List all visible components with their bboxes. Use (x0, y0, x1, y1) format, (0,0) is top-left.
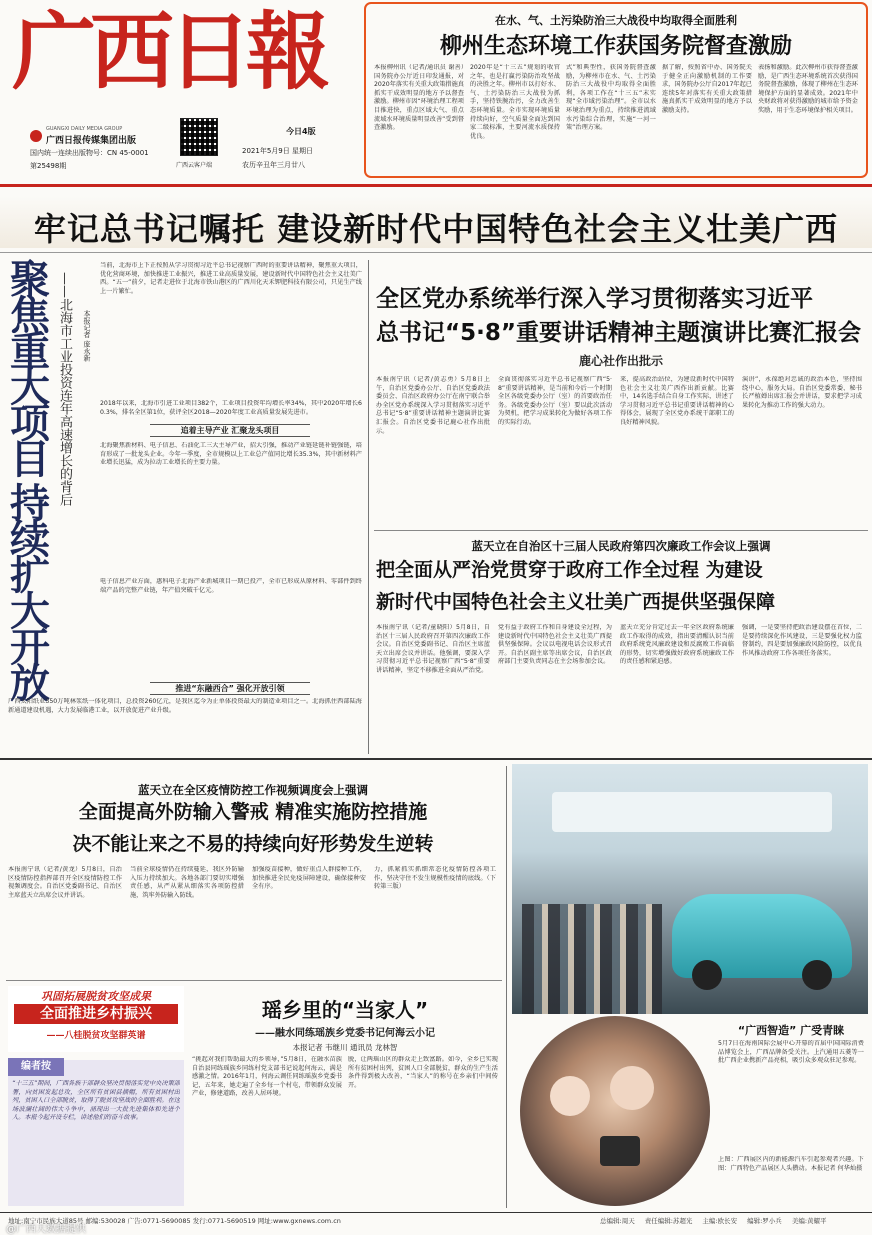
lunar-date: 农历辛丑年三月廿八 (242, 161, 305, 169)
left-feature-p1: 当前，北海市上下正按照从学习贯彻习近平总书记视察广西时的重要讲话精神，聚焦重大项目，优化营商环境，加快推进工业振兴，推进工业高质量发展，建设新时代中国特色社会主义壮美广西。“五一”前夕，记者走进位于北海市铁山港区的广西川化天禾钾肥科技有限公司，只见生产线上一片繁忙。 (100, 262, 362, 295)
banner-title: 牢记总书记嘱托 建设新时代中国特色社会主义壮美广西 (33, 210, 839, 248)
top-story-title: 柳州生态环境工作获国务院督查激励 (439, 34, 792, 59)
left-feature-subhead-2: 推进“东融西合” 强化开放引领 (150, 682, 310, 695)
expo-banner-shape (552, 792, 832, 832)
main-story-col-3: 来，提高政治站位，为建设新时代中国特色社会主义壮美广西作出新贡献。比赛中，14名选手结合自身工作实际，讲述了学习贯彻习近平总书记重要讲话精神的心得体会，展现了全区党办系统干部职工的良好精神风貌。 (620, 376, 734, 426)
photo-box-title: “广西智造” 广受青睐 (737, 1024, 845, 1037)
watermark: @广西大数据提供 (6, 1224, 86, 1235)
third-story-col-1: 本报南宁讯（记者/黄龙）5月8日，自治区疫情防控指挥部召开全区疫情防控工作视频调度会。自治区党委副书记、自治区主席蓝天立出席会议并讲话。 (8, 866, 122, 899)
publisher-en: GUANGXI DAILY MEDIA GROUP (46, 126, 123, 132)
footer-credit-3: 主编:欧长安 (702, 1217, 738, 1225)
masthead-rule (0, 184, 872, 187)
story-rule-1 (374, 530, 868, 531)
photo-caption-2: 上图：广西展区内的新能源汽车引起参观者兴趣。下图：广西特色产品展区人头攒动。本报记者 何华灿摄 (718, 1156, 864, 1172)
right-column-divider (506, 766, 507, 1208)
third-story-kicker: 蓝天立在全区疫情防控工作视频调度会上强调 (138, 783, 368, 797)
main-story-title-1: 全区党办系统举行深入学习贯彻落实习近平 (376, 286, 813, 312)
expo-photo-top (512, 764, 868, 1014)
top-story-col-3: 式”和典型性，获国务院督查激励，为柳州市在水、气、土污染防治三大战役中均取得全面胜利，各项工作在“十三五”末实现“全市域污染治理”。全市以水环境治理为重点，持续推进流域水污染综合治理，实施“一河一策”治理方案。 (566, 64, 656, 132)
footer-credit-1: 总编辑:周天 (600, 1217, 635, 1225)
promo-line-2: 全面推进乡村振兴 (14, 1004, 178, 1024)
photo-caption-1: 5月7日在海南国际会展中心开幕的首届中国国际消费品博览会上，广西品牌备受关注。上汽通用五菱等一批广西企业携新产品亮相，吸引众多观众驻足参观。 (718, 1040, 864, 1065)
promo-line-1: 巩固拓展脱贫攻坚成果 (41, 990, 151, 1003)
issue-number: 第25498期 (30, 162, 67, 170)
top-story-col-4: 据了解，按照省中办、国务院关于健全正向激励机制的工作要求，国务院办公厅自2017年起已连续5年对落实有关重大政策措施真抓实干成效明显的地方予以激励支持。 (662, 64, 752, 114)
third-story-col-3: 加强疫苗接种，做好重点人群接种工作，加快推进全民免疫屏障建设，确保接种安全有序。 (252, 866, 366, 891)
editor-note-label: 编者按 (8, 1058, 64, 1076)
left-feature-byline: 本报记者 庞永新 (83, 310, 91, 362)
yao-story-subtitle: ——融水同练瑶族乡党委书记何海云小记 (255, 1028, 435, 1039)
banner-rule (0, 252, 872, 253)
top-story-box (364, 2, 868, 178)
expo-crowd-shape (522, 904, 662, 1014)
qr-code (180, 118, 218, 156)
footer-address: 地址:南宁市民族大道85号 邮编:530028 广告:0771-5690085 发行:0771-5690519 网址:www.gxnews.com.cn (8, 1217, 341, 1225)
visitor-face-1 (550, 1076, 590, 1116)
publisher-logo-icon (30, 130, 42, 142)
second-story-title-1: 把全面从严治党贯穿于政府工作全过程 为建设 (376, 559, 763, 581)
qr-caption: 广西云客户端 (176, 162, 213, 169)
second-story-kicker: 蓝天立在自治区十三届人民政府第四次廉政工作会议上强调 (471, 539, 771, 553)
pages-count: 今日4版 (286, 127, 316, 136)
left-feature-subhead-1: 追着主导产业 汇聚龙头项目 (150, 424, 310, 437)
issue-date: 2021年5月9日 星期日 (242, 147, 313, 155)
left-feature-subtitle: ——北海市工业投资连年高速增长的背后 (57, 272, 72, 506)
yao-story-col-2: 脱，让两瑶山区的群众走上致富路。如今，全乡已实现所有贫困村出列，贫困人口全部脱贫，群众的生产生活条件得到极大改善，“当家人”的称号在乡亲们中间传开。 (348, 1056, 498, 1089)
story-rule-2 (6, 980, 502, 981)
left-feature-p5: 广西太阳纸业350万吨林浆纸一体化项目，总投资260亿元，是我区迄今为止单体投资最大的制造业项目之一。北海抓住西部陆海新通道建设机遇，大力发展临港工业，以开放促进产业升级。 (8, 698, 362, 714)
second-story-col-1: 本报南宁讯（记者/童晓阳）5月8日，自治区十三届人民政府召开第四次廉政工作会议。自治区党委副书记、自治区主席蓝天立出席会议并讲话。他强调，要深入学习贯彻习近平总书记视察广西“5·8”重要讲话精神，坚定不移推进全面从严治党。 (376, 624, 490, 674)
third-story-col-2: 当前全球疫情仍在持续蔓延，我区外防输入压力持续加大。各地各部门要切实增强责任感，从严从紧从细落实各项防控措施，筑牢外防输入防线。 (130, 866, 244, 899)
footer-credit-4: 编辑:罗小兵 (747, 1217, 782, 1225)
promo-line-3: ——八桂脱贫攻坚群英谱 (46, 1031, 146, 1041)
column-divider (368, 260, 369, 754)
section-rule (0, 758, 872, 760)
expo-photo-circle (520, 1016, 710, 1206)
visitor-face-2 (610, 1066, 654, 1110)
top-story-col-2: 2020年是“十三五”规划的收官之年，也是打赢污染防治攻坚战的决胜之年。柳州市以打好水、气、土污染防治三大战役为抓手，坚持铁腕治污，全力改善生态环境质量。全市实现环境质量持续向好，空气质量全面达到国家二级标准，主要河流水质保持优良。 (470, 64, 560, 140)
third-story-title-2: 决不能让来之不易的持续向好形势发生逆转 (72, 833, 434, 855)
yao-story-col-1: “挑起对我们帮助最大的乡领导，”5月8日，在融水苗族自治县同练瑶族乡同练村党支部书记说起何海云，满是感激之情。2016年1月，何海云调任同练瑶族乡党委书记，五年来，她走遍了全乡每一个村屯，带领群众发展产业，修建道路，改善人居环境。 (192, 1056, 342, 1098)
main-story-subtitle: 鹿心社作出批示 (578, 354, 663, 368)
second-story-col-3: 蓝天立充分肯定过去一年全区政府系统廉政工作取得的成效，指出要清醒认识当前政府系统党风廉政建设和反腐败工作面临的形势，切实增强做好政府系统廉政工作的责任感和紧迫感。 (620, 624, 734, 666)
footer-credit-5: 美编:黄耀平 (791, 1217, 827, 1225)
main-story-col-1: 本报南宁讯（记者/黄志勇）5月8日上午，自治区党委办公厅、自治区党委政法委员会、自治区政府办公厅在南宁联合举办全区党办系统深入学习贯彻落实习近平总书记“5·8”重要讲话精神主题演讲比赛汇报会。自治区党委书记鹿心社作出批示。 (376, 376, 490, 435)
yao-story-title: 瑶乡里的“当家人” (261, 998, 429, 1022)
top-story-col-1: 本报柳州讯（记者/通讯员 谢善）国务院办公厅近日印发通报，对2020年落实有关重大政策措施真抓实干成效明显的地方予以督查激励。柳州市因“环境治理工程项目推进快，重点区域大气、重点流域水环境质量明显改善”受到督查激励。 (374, 64, 464, 132)
left-feature-p4: 电子信息产业方面，惠科电子北海产业新城项目一期已投产，全市已形成从原材料、零部件到终端产品的完整产业链，年产值突破千亿元。 (100, 578, 362, 594)
publisher: 广西日报传媒集团出版 (46, 136, 137, 146)
main-story-col-2: 全面贯彻落实习近平总书记视察广西“5·8”重要讲话精神，是当前和今后一个时期全区各级党委办公厅（室）的首要政治任务。各级党委办公厅（室）要以此次活动为契机，把学习成果转化为做好各项工作的实际行动。 (498, 376, 612, 426)
second-story-title-2: 新时代中国特色社会主义壮美广西提供坚强保障 (376, 591, 776, 613)
promo-box (8, 986, 184, 1052)
left-feature-title: 聚 焦 重 大 项 目 持 续 扩 大 开 放 (10, 257, 50, 707)
footer-credit-2: 责任编辑:苏超光 (644, 1217, 693, 1225)
top-story-kicker: 在水、气、土污染防治三大战役中均取得全面胜利 (495, 14, 737, 27)
car-wheel-1 (692, 960, 722, 990)
second-story-col-2: 党有益于政府工作和自身建设全过程，为建设新时代中国特色社会主义壮美广西提供坚强保障。会议以电视电话会议形式召开。自治区副主席等出席会议，自治区政府部门主要负责同志在主会场参加会议。 (498, 624, 612, 666)
footer-credits (600, 1216, 827, 1225)
top-story-col-5: 表扬和激励。此次柳州市获得督查激励，是广西生态环境系统首次获得国务院督查激励，体现了柳州在生态环境保护方面的显著成效。2021年中央财政将对获得激励的城市给予资金奖励，用于生态环境保护相关项目。 (758, 64, 858, 114)
second-story-col-4: 强调，一是要坚持把政治建设摆在首位，二是要持续深化作风建设，三是要强化权力监督制约，四是要加强廉政风险防控，以优良作风推动政府工作各项任务落实。 (742, 624, 862, 657)
editor-note-text: “十三五”期间，广西各族干部群众坚决贯彻落实党中央决策部署，向贫困发起总攻，全区所有贫困县摘帽，所有贫困村出列，贫困人口全部脱贫，取得了脱贫攻坚战的全面胜利。在这场波澜壮阔的伟大斗争中，涌现出一大批先进集体和先进个人。本报今起开设专栏，讲述他们的奋斗故事。 (12, 1080, 180, 1122)
yao-story-byline: 本报记者 韦继川 通讯员 龙林智 (292, 1043, 398, 1052)
footer-rule (0, 1212, 872, 1213)
third-story-title-1: 全面提高外防输入警戒 精准实施防控措施 (78, 801, 428, 823)
third-story-col-4: 力，抓紧抓实抓细常态化疫情防控各项工作，坚决守住不发生规模性疫情的底线。（下转第三版） (374, 866, 496, 891)
masthead-logo: 广西日報 (12, 2, 325, 101)
car-wheel-2 (802, 960, 832, 990)
main-story-title-2: 总书记“5·8”重要讲话精神主题演讲比赛汇报会 (376, 320, 861, 346)
cn-number: 国内统一连续出版物号：CN 45-0001 (30, 149, 149, 157)
phone-shape (600, 1136, 640, 1166)
main-story-col-4: 演讲”，永葆绝对忠诚的政治本色，坚持围绕中心，服务大局。自治区党委常委、秘书长严植婵出席汇报会并讲话，要求把学习成果转化为推动工作的强大动力。 (742, 376, 862, 409)
left-feature-p3: 北海聚焦新材料、电子信息、石油化工三大主导产业，招大引强，推动产业链延链补链强链，培育形成了一批龙头企业。今年一季度，全市规模以上工业总产值同比增长35.3%，其中新材料产业增长迅猛，成为拉动工业增长的主要力量。 (100, 442, 362, 467)
left-feature-p2: 2018年以来，北海市引进工业项目382个，工业项目投资年均增长率34%，其中2020年增长60.3%，排名全区第1位，获评全区2018—2020年度工业高质量发展先进市。 (100, 400, 362, 416)
